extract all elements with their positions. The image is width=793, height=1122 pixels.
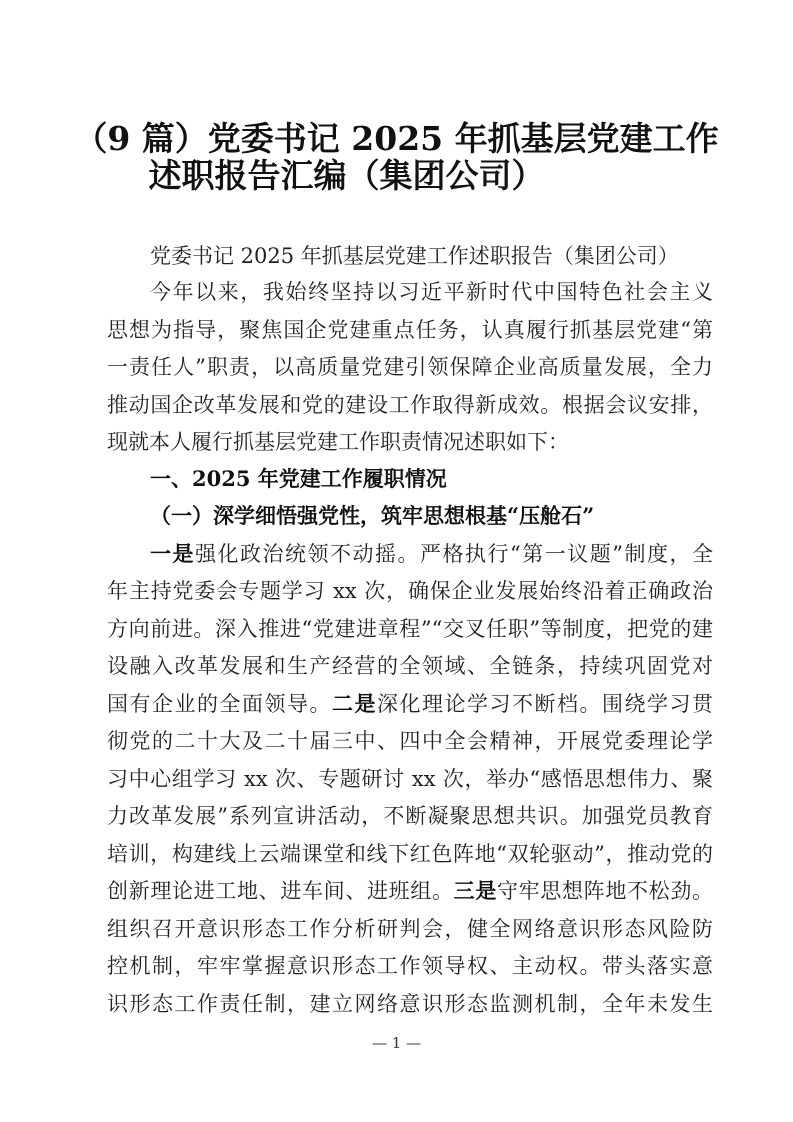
- text-line: [150, 277, 713, 307]
- text-line: [107, 726, 713, 756]
- text-line: [107, 876, 713, 906]
- text-line: [107, 390, 713, 420]
- text-segment: 推动国企改革发展和党的建设工作取得新成效。根据会议安排，: [107, 393, 713, 417]
- subsection-heading: [150, 501, 713, 531]
- text-segment: 力改革发展”系列宣讲活动，不断凝聚思想共识。加强党员教育: [107, 804, 713, 828]
- text-line: [107, 914, 713, 944]
- text-segment: 现就本人履行抓基层党建工作职责情况述职如下：: [107, 430, 569, 454]
- document-title-line-2: 述职报告汇编（集团公司）: [148, 156, 545, 195]
- bold-text: （一）深学细悟强党性，筑牢思想根基“压舱石”: [150, 503, 595, 528]
- text-segment: 深化理论学习不断档。围绕学习贯: [377, 692, 713, 716]
- text-segment: 一责任人”职责，以高质量党建引领保障企业高质量发展，全力: [107, 355, 713, 379]
- text-line: [107, 689, 713, 719]
- text-segment: 设融入改革发展和生产经营的全领域、全链条，持续巩固党对: [107, 654, 713, 678]
- text-segment: 守牢思想阵地不松劲。: [497, 879, 714, 903]
- text-segment: 创新理论进工地、进车间、进班组。: [107, 879, 454, 903]
- text-line: [107, 989, 713, 1019]
- text-segment: 习中心组学习 xx 次、专题研讨 xx 次，举办“感悟思想伟力、聚: [107, 767, 713, 791]
- text-line: [107, 951, 713, 981]
- text-line: [107, 839, 713, 869]
- text-segment: 识形态工作责任制，建立网络意识形态监测机制，全年未发生: [107, 992, 713, 1016]
- text-line: [107, 352, 713, 382]
- bold-text: 一、2025 年党建工作履职情况: [150, 466, 447, 491]
- text-line: [107, 764, 713, 794]
- text-line: [107, 651, 713, 681]
- text-segment: 方向前进。深入推进“党建进章程”“交叉任职”等制度，把党的建: [107, 617, 713, 641]
- text-segment: 党委书记 2025 年抓基层党建工作述职报告（集团公司）: [150, 244, 679, 268]
- text-line: [107, 315, 713, 345]
- text-segment: 思想为指导，聚焦国企党建重点任务，认真履行抓基层党建“第: [107, 318, 713, 342]
- text-segment: 年主持党委会专题学习 xx 次，确保企业发展始终沿着正确政治: [107, 579, 713, 603]
- text-segment: 今年以来，我始终坚持以习近平新时代中国特色社会主义: [150, 280, 713, 304]
- text-line: [107, 576, 713, 606]
- bold-text: 一是: [150, 541, 196, 566]
- text-line: [107, 801, 713, 831]
- text-segment: 控机制，牢牢掌握意识形态工作领导权、主动权。带头落实意: [107, 954, 713, 978]
- text-segment: 彻党的二十大及二十届三中、四中全会精神，开展党委理论学: [107, 729, 713, 753]
- section-heading: [150, 464, 713, 494]
- text-segment: 国有企业的全面领导。: [107, 692, 332, 716]
- bold-text: 二是: [332, 691, 377, 716]
- page-number: — 1 —: [371, 1034, 422, 1052]
- text-segment: 强化政治统领不动摇。严格执行“第一议题”制度，全: [195, 542, 713, 566]
- text-line: [150, 539, 713, 569]
- text-line: [107, 614, 713, 644]
- text-line: [107, 427, 713, 457]
- bold-text: 三是: [453, 878, 498, 903]
- document-title-line-1: （9 篇）党委书记 2025 年抓基层党建工作: [74, 119, 719, 158]
- text-segment: 培训，构建线上云端课堂和线下红色阵地“双轮驱动”，推动党的: [107, 842, 713, 866]
- report-subtitle: [150, 241, 713, 271]
- text-segment: 组织召开意识形态工作分析研判会，健全网络意识形态风险防: [107, 917, 713, 941]
